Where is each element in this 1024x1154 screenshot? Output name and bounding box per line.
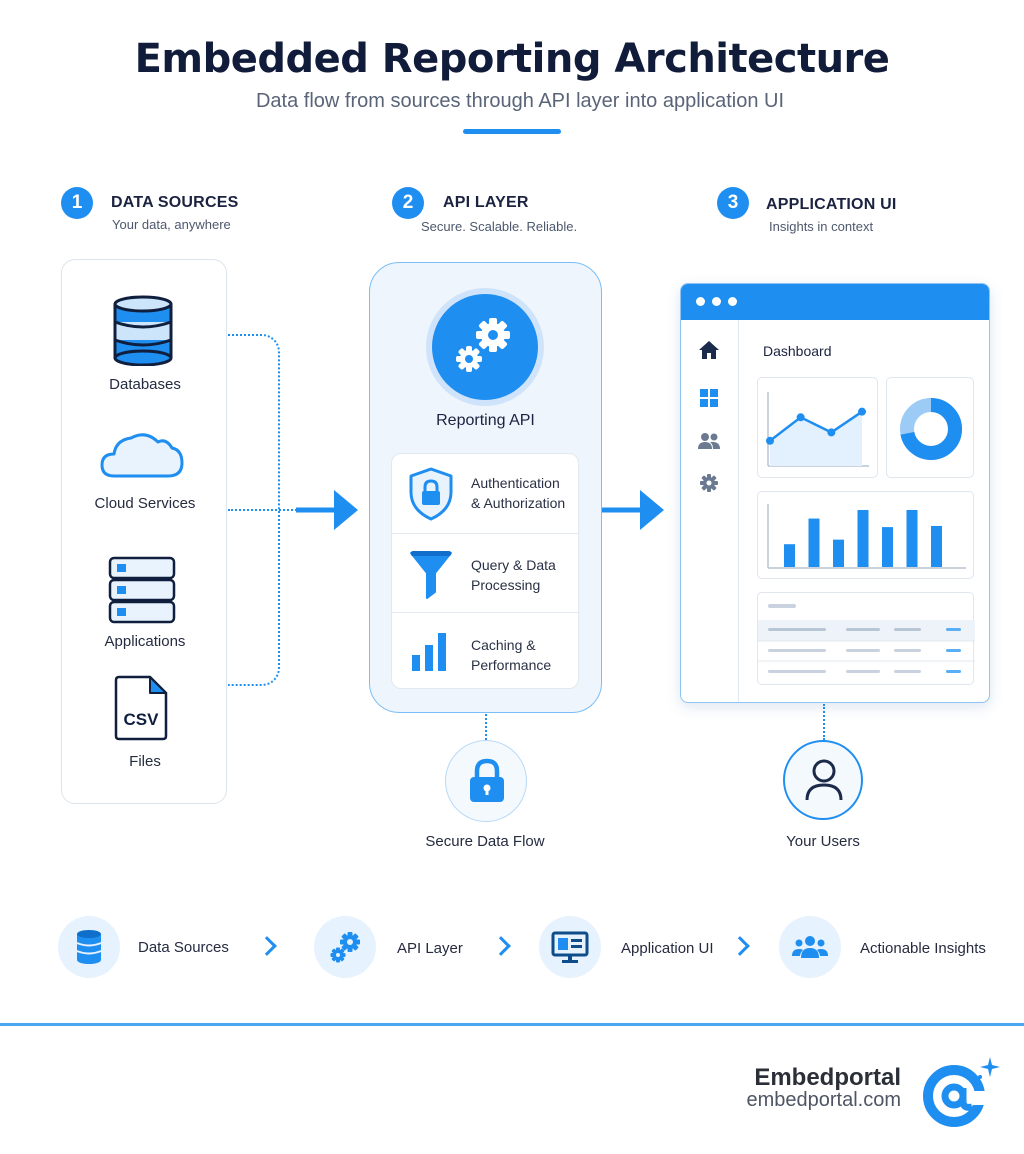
api-feature-query-line1: Query & Data [471,557,556,573]
flow-team-icon [779,916,841,978]
chevron-right-icon [730,936,750,956]
table-card [757,592,974,685]
user-icon [783,740,863,820]
table-placeholder [758,593,975,686]
step-1-badge: 1 [61,187,93,219]
connector-files [228,510,280,686]
flow-database-icon [58,916,120,978]
step-2-subtitle: Secure. Scalable. Reliable. [421,219,578,234]
step-3-badge: 3 [717,187,749,219]
line-chart-point [827,428,835,436]
bar-chart-bar [882,527,893,567]
flow-label-data-sources: Data Sources [138,939,229,956]
api-feature-list [391,453,579,689]
flow-label-api-layer: API Layer [397,940,463,957]
bar-chart-card [757,491,974,579]
shield-lock-icon [407,466,455,522]
api-feature-caching-line1: Caching & [471,637,536,653]
step-2-title: API LAYER [443,194,529,211]
connector-cloud [228,509,300,511]
lock-icon [445,740,527,822]
flow-label-actionable-insights: Actionable Insights [860,940,986,957]
flow-monitor-icon [539,916,601,978]
step-1-subtitle: Your data, anywhere [112,217,231,232]
window-dot [728,297,737,306]
grid-icon[interactable] [699,388,719,408]
source-label-files: Files [129,753,161,770]
flow-label-application-ui: Application UI [621,940,714,957]
api-feature-query [392,533,580,611]
brand-url: embedportal.com [746,1089,901,1111]
arrow-to-app [602,488,666,532]
step-2-badge: 2 [392,187,424,219]
window-dot [696,297,705,306]
database-icon [62,294,228,366]
bar-chart-icon [410,629,452,673]
line-chart-point [858,408,866,416]
funnel-icon [408,548,454,600]
api-name: Reporting API [436,412,535,429]
connector-databases [228,334,280,510]
secure-data-flow-label: Secure Data Flow [425,833,545,850]
chevron-right-icon [491,936,511,956]
at-sign-logo-icon [920,1055,1004,1131]
arrow-to-api [296,488,360,532]
source-label-databases: Databases [109,376,181,393]
server-icon [62,555,228,625]
gears-icon [432,294,538,400]
line-chart-point [797,413,805,421]
dashboard-title: Dashboard [763,343,832,359]
brand-name: Embedportal [754,1064,901,1091]
flow-gears-icon [314,916,376,978]
bar-chart-bar [833,540,844,567]
application-window [680,283,990,703]
chevron-right-icon [257,936,277,956]
donut-chart [887,378,975,479]
step-3-subtitle: Insights in context [769,219,874,234]
source-label-applications: Applications [104,633,186,650]
api-feature-auth [392,454,580,532]
footer-divider [0,1023,1024,1026]
line-chart-card [757,377,878,478]
bar-chart [758,492,975,580]
gear-icon[interactable] [699,473,719,493]
bar-chart-bar [809,519,820,567]
connector-users [823,704,825,740]
app-sidebar [681,320,739,703]
line-chart [758,378,879,479]
csv-badge-text: CSV [123,710,159,729]
api-feature-auth-line2: & Authorization [471,495,566,511]
api-feature-caching [392,612,580,690]
bar-chart-bar [907,510,918,567]
data-sources-panel [61,259,227,804]
csv-file-icon [62,675,228,741]
api-feature-auth-line1: Authentication [471,475,560,491]
page-title: Embedded Reporting Architecture [134,36,890,82]
users-icon[interactable] [697,431,721,451]
step-1-title: DATA SOURCES [111,194,239,211]
bar-chart-bar [784,544,795,567]
your-users-label: Your Users [786,833,860,850]
line-chart-point [766,437,774,445]
source-label-cloud: Cloud Services [94,495,196,512]
api-feature-query-line2: Processing [471,577,541,593]
connector-secure [485,714,487,740]
window-titlebar [681,284,990,320]
cloud-icon [62,426,228,482]
page-subtitle: Data flow from sources through API layer into application UI [255,90,785,112]
window-dot [712,297,721,306]
home-icon[interactable] [698,339,720,361]
api-feature-caching-line2: Performance [471,657,552,673]
bar-chart-bar [931,526,942,567]
donut-chart-card [886,377,974,478]
step-3-title: APPLICATION UI [766,196,897,213]
bar-chart-bar [858,510,869,567]
title-underline [463,129,561,134]
